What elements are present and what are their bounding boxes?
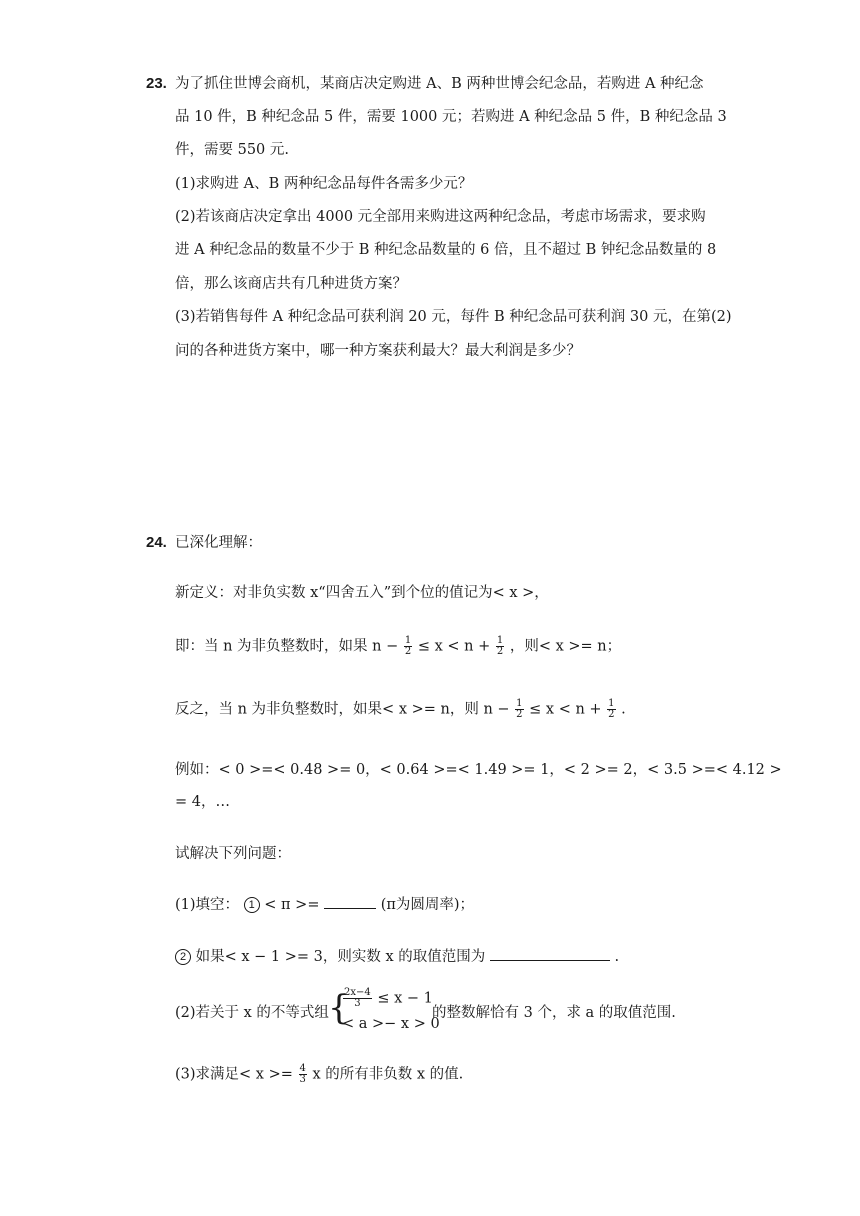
numerator: 2x−4 (344, 987, 371, 998)
text-segment: . (614, 949, 620, 965)
system-row-2: < a >− x > 0 (342, 1016, 440, 1032)
q23-part-2-line-2: 进 A 种纪念品的数量不少于 B 种纪念品数量的 6 倍，且不超过 B 钟纪念品数量的 8 (175, 242, 717, 258)
denominator: 2 (496, 646, 504, 657)
q24-part-3 (175, 1064, 463, 1085)
q24-definition-converse (175, 699, 626, 720)
text-segment: ≤ x < n + (529, 701, 602, 718)
text-segment: (π为圆周率)； (380, 897, 475, 913)
text-segment: 即：当 n 为非负整数时，如果 n − (175, 638, 399, 655)
fraction-half (404, 636, 412, 657)
text-segment: < π >= (264, 897, 320, 913)
numerator: 1 (496, 635, 504, 646)
text-segment: ，则< x >= n； (509, 638, 622, 655)
denominator: 2 (516, 709, 523, 720)
answer-blank[interactable] (324, 894, 376, 909)
fraction-half (496, 636, 504, 657)
text-segment: ≤ x − 1 (377, 990, 433, 1007)
q24-part-2-tail: 的整数解恰有 3 个，求 a 的取值范围. (432, 1005, 676, 1021)
q24-part-2-lead: (2)若关于 x 的不等式组 (175, 1005, 329, 1021)
text-segment: 如果< x − 1 >= 3，则实数 x 的取值范围为 (195, 949, 486, 965)
q23-part-3-line-2: 问的各种进货方案中，哪一种方案获利最大？最大利润是多少？ (175, 343, 581, 359)
circled-number-2: 2 (175, 949, 191, 965)
q24-definition-forward (175, 636, 621, 657)
denominator: 3 (354, 998, 361, 1009)
q23-part-2-line-1: (2)若该商店决定拿出 4000 元全部用来购进这两种纪念品，考虑市场需求，要求购 (175, 209, 706, 225)
text-segment: . (621, 701, 626, 718)
numerator: 1 (516, 698, 523, 709)
q24-example-line-2: = 4，… (175, 794, 230, 810)
numerator: 1 (404, 635, 412, 646)
system-row-1 (342, 988, 433, 1009)
denominator: 3 (299, 1074, 306, 1085)
q23-line-1: 为了抓住世博会商机，某商店决定购进 A、B 两种世博会纪念品，若购进 A 种纪念 (175, 76, 704, 92)
q23-part-2-line-3: 倍，那么该商店共有几种进货方案？ (175, 276, 407, 292)
fraction (343, 988, 372, 1009)
text-segment: 反之，当 n 为非负整数时，如果< x >= n，则 n − (175, 701, 510, 718)
text-segment: (1)填空： (175, 897, 240, 913)
q23-part-1: (1)求购进 A、B 两种纪念品每件各需多少元？ (175, 176, 473, 192)
denominator: 2 (608, 709, 615, 720)
numerator: 4 (299, 1063, 306, 1074)
q24-part-1-second (175, 946, 619, 967)
fraction-half (607, 699, 615, 720)
q24-part-1-first (175, 894, 474, 915)
q24-definition: 新定义：对非负实数 x“四舍五入”到个位的值记为< x >， (175, 585, 549, 601)
system-brace: { (328, 988, 350, 1028)
text-segment: (3)求满足< x >= (175, 1066, 293, 1083)
text-segment: ≤ x < n + (417, 638, 491, 655)
question-number: 23. (146, 75, 167, 92)
answer-blank[interactable] (490, 946, 610, 961)
q24-solve-intro: 试解决下列问题： (175, 846, 291, 862)
q23-line-2: 品 10 件，B 种纪念品 5 件，需要 1000 元；若购进 A 种纪念品 5 件，B 种纪念品 3 (175, 109, 727, 125)
denominator: 2 (404, 646, 412, 657)
q24-example-line-1: 例如：< 0 >=< 0.48 >= 0，< 0.64 >=< 1.49 >= 1，< 2 >= 2，< 3.5 >=< 4.12 > (175, 762, 782, 778)
numerator: 1 (608, 698, 615, 709)
fraction-half (515, 699, 523, 720)
q24-intro: 已深化理解： (175, 535, 262, 551)
q23-part-3-line-1: (3)若销售每件 A 种纪念品可获利润 20 元，每件 B 种纪念品可获利润 30 元，在第(2) (175, 309, 732, 325)
q23-line-3: 件，需要 550 元. (175, 142, 290, 158)
circled-number-1: 1 (244, 897, 260, 913)
text-segment: x 的所有非负数 x 的值. (312, 1066, 464, 1083)
fraction-four-thirds (299, 1064, 307, 1085)
question-number: 24. (146, 534, 167, 551)
